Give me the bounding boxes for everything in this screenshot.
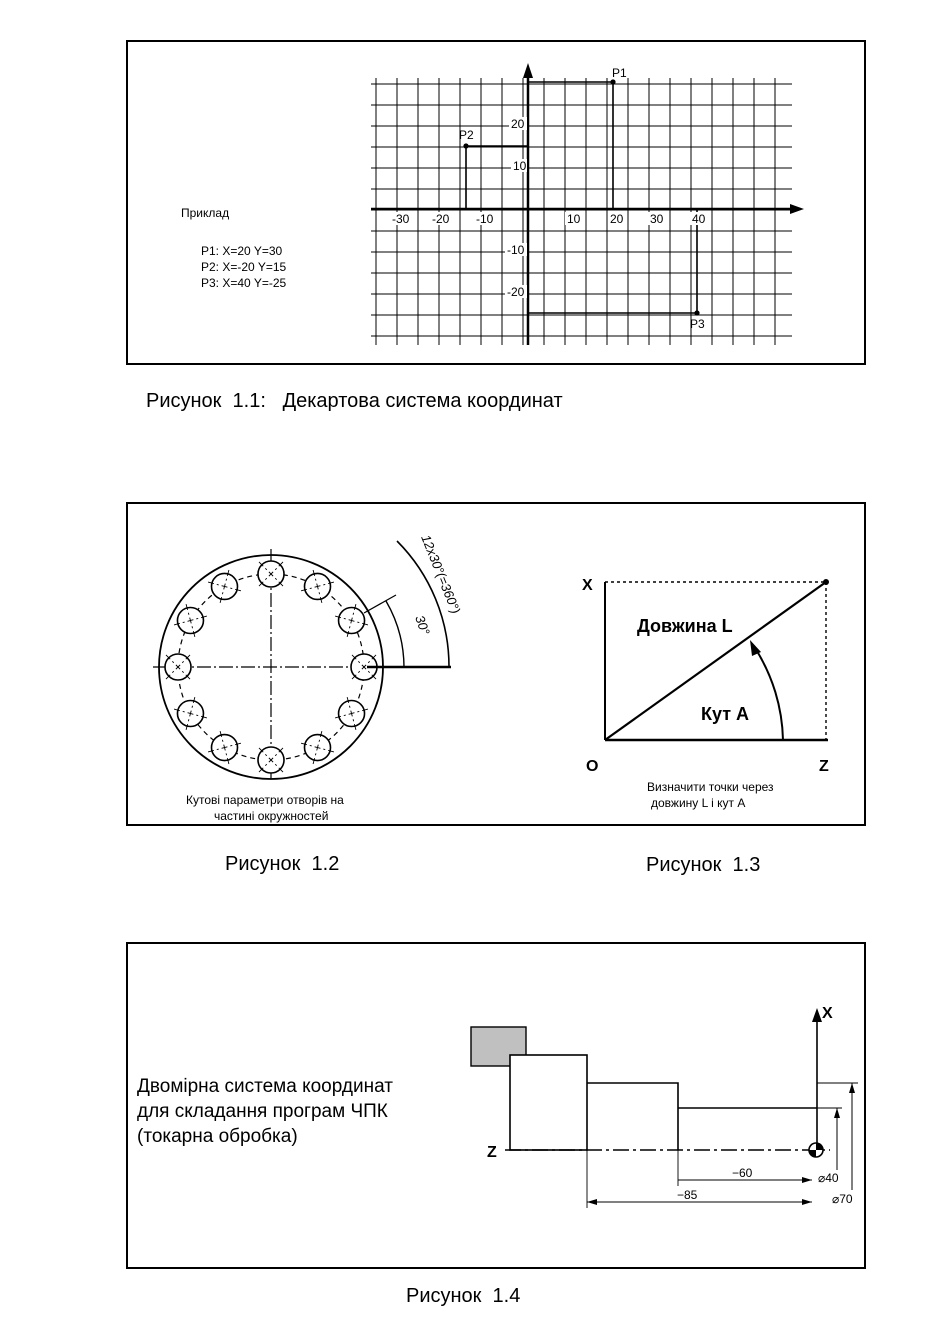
- thirty-degree-label: 30°: [412, 613, 433, 637]
- point-p2: [463, 143, 468, 148]
- dim-60-label: −60: [732, 1166, 753, 1180]
- p1-projection: [528, 82, 613, 209]
- bolt-hole: [301, 731, 334, 764]
- axis-label-z: Z: [819, 758, 829, 775]
- point-label-p2: P2: [459, 128, 474, 142]
- dia-70-label: ⌀70: [832, 1192, 853, 1206]
- axis-label-z: Z: [487, 1144, 497, 1161]
- bolt-hole: [335, 604, 368, 637]
- dia-40-label: ⌀40: [818, 1171, 839, 1185]
- bolt-hole: [258, 561, 284, 587]
- x-tick-label: -30: [392, 212, 410, 226]
- length-label: Довжина L: [637, 616, 733, 636]
- bolt-hole: [258, 747, 284, 773]
- figure-1-1-caption: Рисунок 1.1: Декартова система координат: [146, 390, 563, 412]
- bolt-hole: [208, 570, 241, 603]
- example-line-p3: P3: X=40 Y=-25: [201, 276, 287, 290]
- x-axis-arrow: [812, 1008, 822, 1022]
- lathe-coordinate-diagram: [440, 990, 860, 1220]
- x-tick-label: 30: [650, 212, 664, 226]
- axis-label-x: X: [582, 577, 593, 594]
- origin-label: O: [586, 758, 599, 775]
- point-p1: [610, 79, 615, 84]
- y-tick-label: -20: [507, 285, 525, 299]
- bolt-hole: [174, 604, 207, 637]
- bolt-hole: [301, 570, 334, 603]
- y-tick-label: 20: [511, 117, 525, 131]
- polar-coordinate-diagram: [560, 560, 860, 790]
- example-line-p1: P1: X=20 Y=30: [201, 244, 283, 258]
- fig2-note-line1: Кутові параметри отворів на: [186, 793, 344, 807]
- angle-label: Кут A: [701, 704, 750, 724]
- fig4-text-line2: для складання програм ЧПК: [137, 1101, 388, 1122]
- bolt-hole: [208, 731, 241, 764]
- point-label-p1: P1: [612, 66, 627, 80]
- figure-1-2-caption: Рисунок 1.2: [225, 853, 340, 875]
- y-axis-arrow: [523, 63, 533, 78]
- pattern-label: 12x30°(=360°): [418, 532, 464, 616]
- fig4-text-line1: Двомірна система координат: [137, 1076, 393, 1097]
- dim-85-label: −85: [677, 1188, 698, 1202]
- workpiece-middle-section: [587, 1083, 678, 1150]
- x-tick-label: 20: [610, 212, 624, 226]
- workpiece-large-section: [510, 1055, 587, 1150]
- x-tick-label: -10: [476, 212, 494, 226]
- point-p3: [694, 310, 699, 315]
- bolt-circle-diagram: [0, 500, 560, 830]
- axis-label-x: X: [822, 1005, 833, 1022]
- x-tick-label: -20: [432, 212, 450, 226]
- fig3-note-line1: Визначити точки через: [647, 780, 774, 794]
- target-point: [823, 579, 829, 585]
- example-title: Приклад: [181, 206, 230, 220]
- figure-1-4-caption: Рисунок 1.4: [406, 1285, 521, 1307]
- fig2-note-line2: частині окружностей: [214, 809, 329, 823]
- x-tick-label: 40: [692, 212, 706, 226]
- x-axis-arrow: [790, 204, 804, 214]
- thirty-degree-arc: [386, 601, 404, 667]
- angle-arc: [755, 648, 783, 740]
- x-tick-label: 10: [567, 212, 581, 226]
- figure-1-3-caption: Рисунок 1.3: [646, 854, 761, 876]
- fig4-text-line3: (токарна обробка): [137, 1126, 298, 1147]
- p2-projection: [466, 146, 528, 209]
- bolt-hole: [174, 697, 207, 730]
- point-label-p3: P3: [690, 317, 705, 331]
- y-tick-label: -10: [507, 243, 525, 257]
- example-line-p2: P2: X=-20 Y=15: [201, 260, 287, 274]
- bolt-hole: [165, 654, 191, 680]
- cartesian-grid-diagram: [0, 0, 946, 380]
- bolt-hole: [335, 697, 368, 730]
- fig3-note-line2: довжину L і кут A: [651, 796, 746, 810]
- y-tick-label: 10: [513, 159, 527, 173]
